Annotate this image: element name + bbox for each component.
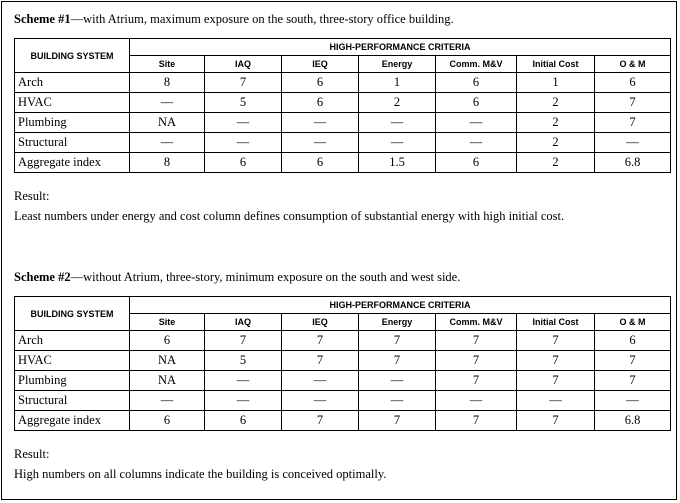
table-cell: 6 — [436, 93, 517, 113]
table-cell: — — [130, 133, 205, 153]
row-label: Plumbing — [15, 113, 130, 133]
table-cell: — — [130, 93, 205, 113]
table-cell: 7 — [282, 331, 359, 351]
scheme1-col-ieq: IEQ — [282, 56, 359, 73]
row-label: Structural — [15, 391, 130, 411]
table-cell: — — [282, 391, 359, 411]
table-cell: 6 — [205, 411, 282, 431]
scheme1-col-iaq: IAQ — [205, 56, 282, 73]
table-row — [15, 113, 671, 133]
row-label: Arch — [15, 73, 130, 93]
table-cell: 6 — [282, 93, 359, 113]
table-cell: 6 — [130, 411, 205, 431]
scheme2-col-comm-mv: Comm. M&V — [436, 314, 517, 331]
table-cell: 7 — [359, 411, 436, 431]
table-cell: 7 — [517, 331, 595, 351]
table-cell: 6 — [436, 153, 517, 173]
table-cell: 6 — [436, 73, 517, 93]
table-cell: 7 — [282, 411, 359, 431]
scheme1-criteria-header: HIGH-PERFORMANCE CRITERIA — [130, 39, 671, 56]
table-cell: 2 — [517, 113, 595, 133]
scheme2-table — [14, 296, 671, 431]
table-cell: — — [436, 113, 517, 133]
table-cell: — — [205, 113, 282, 133]
table-cell: NA — [130, 113, 205, 133]
table-cell: 7 — [595, 113, 671, 133]
scheme2-col-site: Site — [130, 314, 205, 331]
scheme2-col-iaq: IAQ — [205, 314, 282, 331]
table-cell: 7 — [436, 411, 517, 431]
table-row — [15, 371, 671, 391]
row-label: HVAC — [15, 351, 130, 371]
table-cell: — — [436, 391, 517, 411]
table-cell: 8 — [130, 73, 205, 93]
table-cell: — — [130, 391, 205, 411]
scheme1-title — [14, 12, 454, 27]
row-label: Aggregate index — [15, 153, 130, 173]
table-cell: 7 — [205, 73, 282, 93]
table-cell: — — [282, 113, 359, 133]
table-cell: — — [282, 133, 359, 153]
table-cell: 7 — [517, 371, 595, 391]
table-cell: 6 — [595, 73, 671, 93]
table-cell: — — [517, 391, 595, 411]
table-cell: 7 — [282, 351, 359, 371]
table-cell: — — [595, 391, 671, 411]
row-label: Plumbing — [15, 371, 130, 391]
scheme2-col-om: O & M — [595, 314, 671, 331]
row-label: Structural — [15, 133, 130, 153]
scheme2-result-label: Result: — [14, 447, 50, 461]
table-row — [15, 391, 671, 411]
table-cell: 5 — [205, 351, 282, 371]
table-cell: 2 — [517, 153, 595, 173]
table-cell: 6.8 — [595, 153, 671, 173]
table-cell: 7 — [436, 331, 517, 351]
scheme1-title-rest: —with Atrium, maximum exposure on the south, three-story office building. — [70, 12, 454, 26]
scheme1-col-energy: Energy — [359, 56, 436, 73]
scheme2-criteria-header: HIGH-PERFORMANCE CRITERIA — [130, 297, 671, 314]
table-cell: 6 — [282, 73, 359, 93]
scheme2-title — [14, 270, 460, 285]
scheme2-col-initial-cost: Initial Cost — [517, 314, 595, 331]
table-cell: 6 — [282, 153, 359, 173]
scheme1-col-initial-cost: Initial Cost — [517, 56, 595, 73]
table-cell: — — [205, 133, 282, 153]
table-cell: 2 — [517, 133, 595, 153]
table-cell: 8 — [130, 153, 205, 173]
table-cell: 6 — [205, 153, 282, 173]
scheme1-result-label: Result: — [14, 189, 50, 203]
table-cell: 1 — [517, 73, 595, 93]
scheme1-title-bold: Scheme #1 — [14, 12, 71, 26]
scheme1-col-site: Site — [130, 56, 205, 73]
table-cell: NA — [130, 351, 205, 371]
table-cell: 7 — [436, 371, 517, 391]
table-cell: — — [359, 133, 436, 153]
scheme2-title-rest: —without Atrium, three-story, minimum exposure on the south and west side. — [70, 270, 461, 284]
scheme1-system-header: BUILDING SYSTEM — [15, 39, 130, 73]
scheme1-result-text: Least numbers under energy and cost column defines consumption of substantial energy with high initial cost. — [14, 209, 565, 223]
table-row — [15, 153, 671, 173]
table-cell: — — [359, 371, 436, 391]
scheme1-col-comm-mv: Comm. M&V — [436, 56, 517, 73]
table-cell: NA — [130, 371, 205, 391]
table-cell: 7 — [595, 93, 671, 113]
scheme2-col-ieq: IEQ — [282, 314, 359, 331]
table-cell: — — [205, 371, 282, 391]
table-cell: 7 — [359, 331, 436, 351]
table-cell: 6 — [130, 331, 205, 351]
table-cell: — — [205, 391, 282, 411]
scheme2-system-header: BUILDING SYSTEM — [15, 297, 130, 331]
table-row — [15, 331, 671, 351]
table-cell: 2 — [359, 93, 436, 113]
scheme1-col-om: O & M — [595, 56, 671, 73]
table-cell: 7 — [205, 331, 282, 351]
table-row — [15, 351, 671, 371]
table-cell: — — [282, 371, 359, 391]
row-label: HVAC — [15, 93, 130, 113]
table-cell: — — [359, 113, 436, 133]
table-row — [15, 133, 671, 153]
table-cell: 7 — [595, 371, 671, 391]
table-row — [15, 411, 671, 431]
table-cell: 2 — [517, 93, 595, 113]
table-cell: — — [595, 133, 671, 153]
scheme2-result-text: High numbers on all columns indicate the building is conceived optimally. — [14, 467, 387, 481]
table-cell: — — [436, 133, 517, 153]
table-row — [15, 93, 671, 113]
table-cell: 7 — [359, 351, 436, 371]
table-cell: 1 — [359, 73, 436, 93]
scheme2-col-energy: Energy — [359, 314, 436, 331]
table-cell: 6.8 — [595, 411, 671, 431]
document-frame — [1, 1, 677, 500]
table-cell: 7 — [517, 411, 595, 431]
row-label: Arch — [15, 331, 130, 351]
table-cell: 6 — [595, 331, 671, 351]
scheme1-table — [14, 38, 671, 173]
table-cell: 7 — [517, 351, 595, 371]
table-cell: 1.5 — [359, 153, 436, 173]
row-label: Aggregate index — [15, 411, 130, 431]
table-cell: 7 — [436, 351, 517, 371]
table-cell: 5 — [205, 93, 282, 113]
table-row — [15, 73, 671, 93]
table-cell: 7 — [595, 351, 671, 371]
table-cell: — — [359, 391, 436, 411]
scheme2-title-bold: Scheme #2 — [14, 270, 71, 284]
